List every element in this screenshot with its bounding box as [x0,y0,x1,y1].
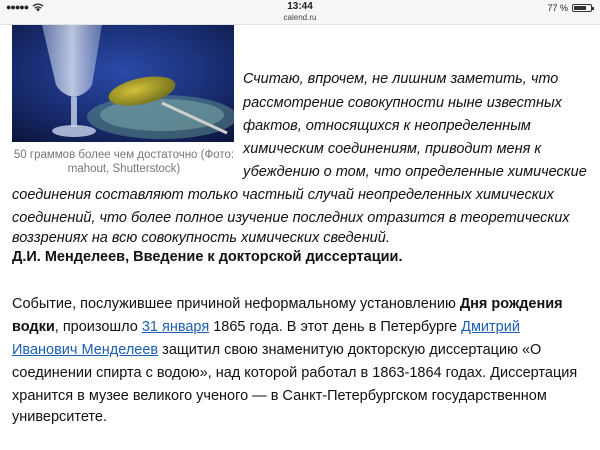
text: , произошло [54,319,142,335]
person-link[interactable]: Дмитрий [461,319,520,335]
article-paragraph-line: соединении спирта с водою», над которой работал в 1863-1864 годах. Диссертация [12,365,578,381]
quote-line: соединений, что более полное изучение последних отразится в теоретических [12,210,570,226]
clock: 13:44 [287,1,313,12]
battery-area [547,3,592,13]
article-paragraph-line [12,342,541,358]
person-link[interactable]: Иванович Менделеев [12,342,159,358]
battery-percent: 77 % [547,3,568,13]
quote-line: убеждению о том, что определенные химические [243,164,587,180]
text: Событие, послужившее причиной неформальному установлению [12,296,460,312]
article-paragraph-line: университете. [12,409,108,425]
quote-attribution: Д.И. Менделеев, Введение к докторской диссертации. [12,249,403,265]
quote-line: соединения составляют только частный случай неопределенных химических [12,187,554,203]
address-bar[interactable]: calend.ru [283,13,317,22]
caption-line: 50 граммов более чем достаточно (Фото: [13,149,235,161]
article-paragraph-line [12,319,520,335]
status-bar [0,0,600,25]
text: 1865 года. В этот день в Петербурге [209,319,462,335]
battery-icon [572,4,592,12]
quote-line: рассмотрение совокупности ныне известных [243,95,562,111]
battery-level [574,6,586,10]
status-center [0,1,600,23]
signal-icon: ●●●●● [6,2,29,12]
article-photo [12,25,234,142]
quote-line: Считаю, впрочем, не лишним заметить, что [243,71,559,87]
text: защитил свою знаменитую докторскую диссертацию «О [158,342,542,358]
quote-line: химическим соединениям, приводит меня к [243,141,542,157]
image-caption [12,148,236,176]
article-paragraph-line: хранится в музее великого ученого — в Санкт-Петербургском государственном [12,388,547,404]
article-paragraph-line [12,296,563,312]
holiday-name: Дня рождения [459,296,563,312]
caption-line: mahout, Shutterstock) [67,163,181,175]
holiday-name: водки [12,319,55,335]
date-link[interactable]: 31 января [141,319,210,335]
quote-line: фактов, относящихся к неопределенным [243,118,531,134]
quote-line: воззрениях на всю совокупность химических сведений. [12,230,390,246]
